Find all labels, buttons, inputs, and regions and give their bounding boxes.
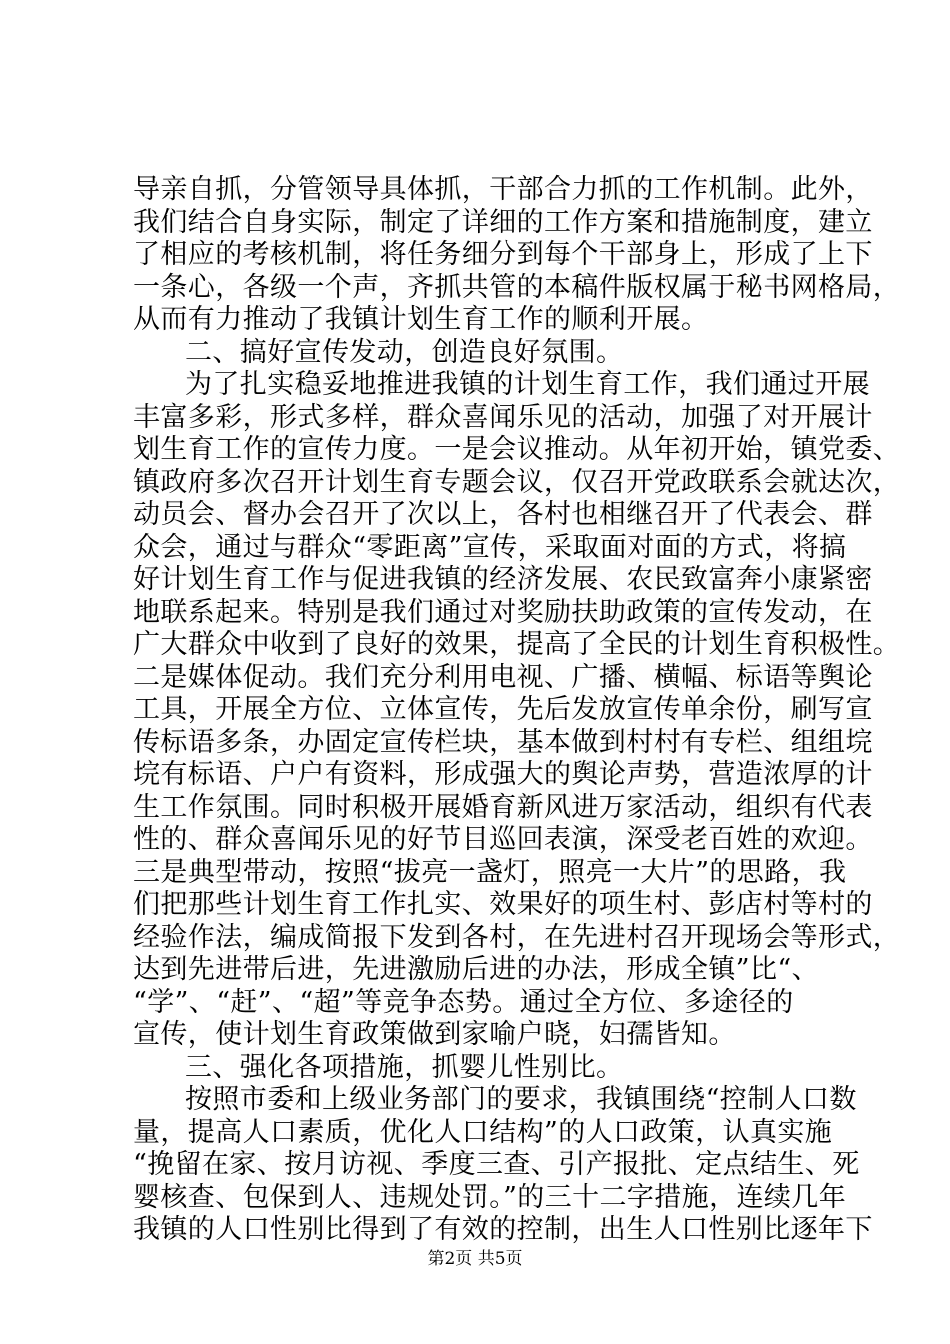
text-line: 了相应的考核机制，将任务细分到每个干部身上，形成了上下: [133, 239, 873, 270]
text-line: 工具，开展全方位、立体宣传，先后发放宣传单余份，刷写宣: [133, 694, 873, 725]
text-line: 达到先进带后进，先进激励后进的办法，形成全镇”比“、: [133, 954, 820, 985]
text-line: 广大群众中收到了良好的效果，提高了全民的计划生育积极性。: [133, 629, 901, 660]
text-line: 丰富多彩，形式多样，群众喜闻乐见的活动，加强了对开展计: [133, 401, 873, 433]
text-line: “挽留在家、按月访视、季度三查、引产报批、定点结生、死: [133, 1149, 860, 1180]
text-line: 量，提高人口素质，优化人口结构”的人口政策，认真实施: [133, 1116, 833, 1148]
text-line: 我镇的人口性别比得到了有效的控制，出生人口性别比逐年下: [133, 1214, 873, 1245]
text-line: 婴核查、包保到人、违规处罚。”的三十二字措施，连续几年: [133, 1181, 847, 1213]
text-line: 三、强化各项措施，抓婴儿性别比。: [185, 1051, 624, 1083]
page-footer: 第2页 共5页: [427, 1249, 523, 1269]
text-line: 镇政府多次召开计划生育专题会议，仅召开党政联系会就达次，: [133, 466, 901, 498]
text-line: 垸有标语、户户有资料，形成强大的舆论声势，营造浓厚的计: [133, 759, 873, 790]
text-line: 传标语多条，办固定宣传栏块，基本做到村村有专栏、组组垸: [133, 726, 873, 758]
text-line: 生工作氛围。同时积极开展婚育新风进万家活动，组织有代表: [133, 791, 873, 823]
text-line: “学”、“赶”、“超”等竞争态势。通过全方位、多途径的: [133, 986, 794, 1018]
text-line: 导亲自抓，分管领导具体抓，干部合力抓的工作机制。此外，: [133, 174, 873, 205]
text-line: 地联系起来。特别是我们通过对奖励扶助政策的宣传发动，在: [133, 596, 873, 628]
text-line: 二、搞好宣传发动，创造良好氛围。: [185, 336, 624, 368]
text-line: 按照市委和上级业务部门的要求，我镇围绕“控制人口数: [185, 1084, 857, 1115]
text-line: 动员会、督办会召开了次以上，各村也相继召开了代表会、群: [133, 499, 873, 530]
text-line: 好计划生育工作与促进我镇的经济发展、农民致富奔小康紧密: [133, 564, 873, 595]
text-line: 为了扎实稳妥地推进我镇的计划生育工作，我们通过开展: [185, 369, 870, 400]
text-line: 宣传，使计划生育政策做到家喻户晓，妇孺皆知。: [133, 1019, 736, 1050]
text-line: 性的、群众喜闻乐见的好节目巡回表演，深受老百姓的欢迎。: [133, 824, 873, 855]
text-line: 一条心，各级一个声，齐抓共管的本稿件版权属于秘书网格局，: [133, 271, 901, 303]
document-body: [133, 174, 901, 1247]
text-line: 我们结合自身实际，制定了详细的工作方案和措施制度，建立: [133, 206, 873, 238]
text-line: 三是典型带动，按照“拔亮一盏灯，照亮一大片”的思路，我: [133, 856, 847, 888]
text-line: 二是媒体促动。我们充分利用电视、广播、横幅、标语等舆论: [133, 661, 873, 693]
text-line: 划生育工作的宣传力度。一是会议推动。从年初开始，镇党委、: [133, 434, 901, 465]
text-line: 众会，通过与群众“零距离”宣传，采取面对面的方式，将搞: [133, 531, 847, 563]
text-line: 经验作法，编成简报下发到各村，在先进村召开现场会等形式，: [133, 921, 901, 953]
text-line: 从而有力推动了我镇计划生育工作的顺利开展。: [133, 304, 709, 335]
text-line: 们把那些计划生育工作扎实、效果好的项生村、彭店村等村的: [133, 889, 873, 920]
